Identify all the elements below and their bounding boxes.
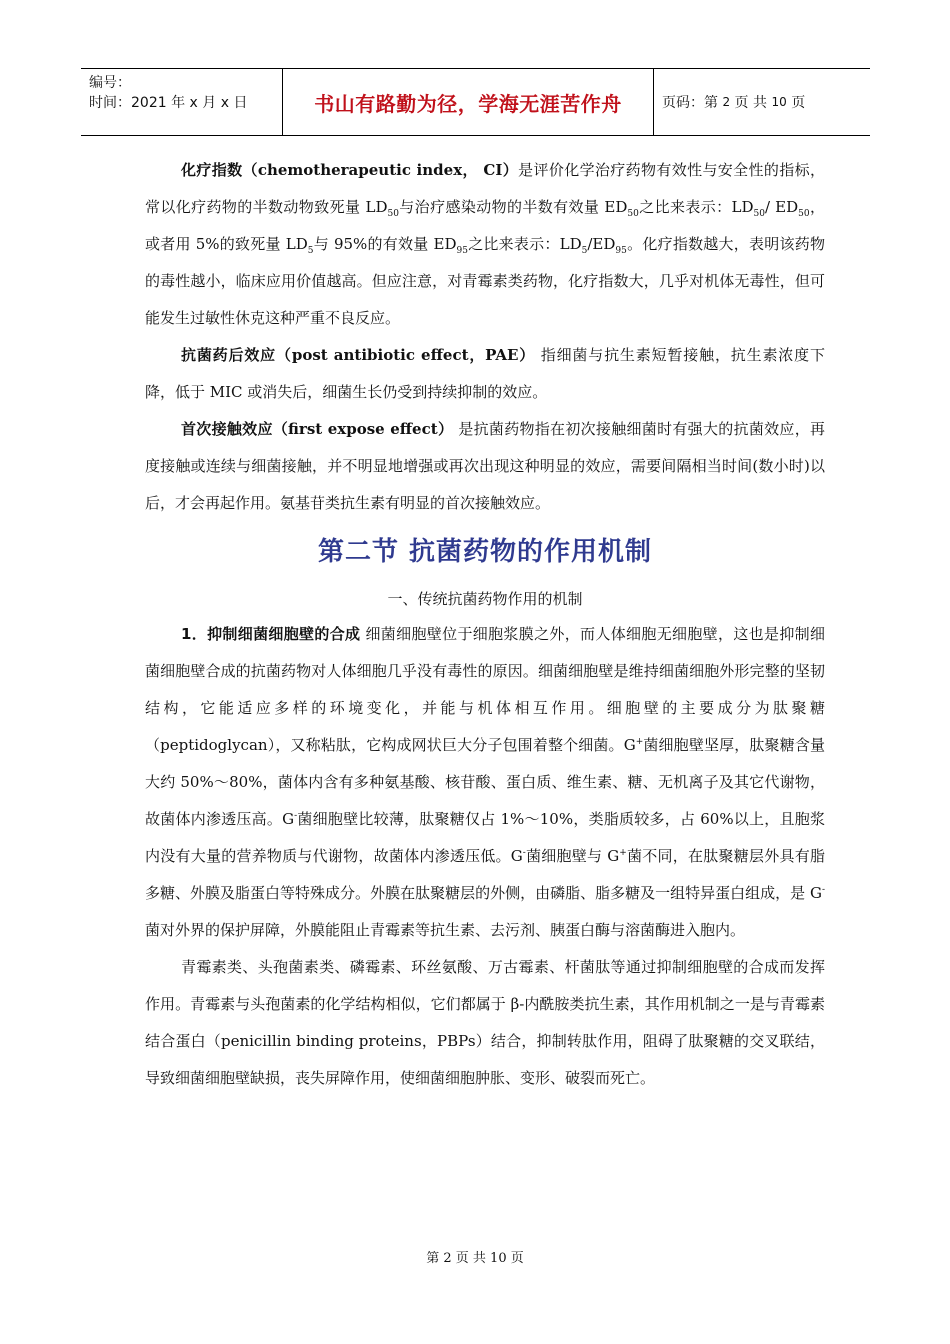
term-en: first expose effect: [288, 420, 438, 438]
term-cn: 首次接触效应（: [181, 420, 289, 438]
subscript: 95: [615, 246, 627, 256]
text-segment: / ED: [764, 198, 799, 216]
page-total: 10: [771, 95, 787, 109]
superscript: -: [294, 811, 298, 821]
text-segment: /ED: [587, 235, 616, 253]
text-segment: 是抗菌药物指在初次接触细菌时有强大的抗菌效应，再度接触或连续与细菌接触，并不明显地增强或再次出现这种明显的效应，需要间隔相当时间(数小时)以后，才会再起作用。氨基苷类抗生素有明显的首次接触效应。: [145, 420, 825, 512]
page-code-prefix: 页码：第: [662, 95, 718, 111]
number-label: 编号：: [89, 75, 131, 91]
text-segment: 之比来表示：LD: [638, 198, 754, 216]
term-en: chemotherapeutic index， CI: [257, 161, 503, 179]
text-segment: 菌细胞壁坚厚，肽聚糖含量大约 50%～80%，菌体内含有多种氨基酸、核苷酸、蛋白质、维生素、糖、无机离子及其它代谢物，故菌体内渗透压高。G: [145, 736, 825, 828]
paragraph-drugs: 青霉素类、头孢菌素类、磷霉素、环丝氨酸、万古霉素、杆菌肽等通过抑制细胞壁的合成而发挥作用。青霉素与头孢菌素的化学结构相似，它们都属于 β-内酰胺类抗生素，其作用机制之一是与青霉素结合蛋白（penicillin binding proteins，PBPs）结合，抑制转肽作用，阻碍了肽聚糖的交叉联结，导致细菌细胞壁缺损，丧失屏障作用，使细菌细胞肿胀、变形、破裂而死亡。: [145, 958, 825, 1087]
section-title: 第二节 抗菌药物的作用机制: [317, 537, 653, 567]
term-close: ）: [502, 161, 519, 179]
text-segment: 之比来表示：LD: [467, 235, 582, 253]
term-cn: 化疗指数（: [181, 161, 258, 179]
text-segment: 细菌细胞壁位于细胞浆膜之外，而人体细胞无细胞壁，这也是抑制细菌细胞壁合成的抗菌药物对人体细胞几乎没有毒性的原因。细菌细胞壁是维持细菌细胞外形完整的坚韧结构，它能适应多样的环境变化，并能与机体相互作用。细胞壁的主要成分为肽聚糖（peptidoglycan），又称粘肽，它构成网状巨大分子包围着整个细菌。G: [145, 625, 825, 754]
subheading: 一、传统抗菌药物作用的机制: [387, 590, 583, 608]
text-segment: 指细菌与抗生素短暂接触，抗生素浓度下降，低于 MIC 或消失后，细菌生长仍受到持续抑制的效应。: [145, 346, 825, 401]
text-segment: ，或者用 5%的致死量 LD: [145, 198, 825, 253]
text-segment: 菌细胞壁与 G: [525, 847, 620, 865]
text-segment: 。化疗指数越大，表明该药物的毒性越小，临床应用价值越高。但应注意，对青霉素类药物，化疗指数大，几乎对机体无毒性，但可能发生过敏性休克这种严重不良反应。: [145, 235, 825, 327]
superscript: -: [522, 848, 526, 858]
text-segment: 菌对外界的保护屏障，外膜能阻止青霉素等抗生素、去污剂、胰蛋白酶与溶菌酶进入胞内。: [145, 921, 746, 939]
header-meta: [81, 69, 282, 135]
subscript: 5: [307, 246, 314, 256]
paragraph-chemotherapeutic-index: [145, 152, 825, 337]
subscript: 5: [581, 246, 588, 256]
subscript: 50: [387, 209, 399, 219]
subscript: 50: [753, 209, 765, 219]
text-segment: 菌不同，在肽聚糖层外具有脂多糖、外膜及脂蛋白等特殊成分。外膜在肽聚糖层的外侧，由磷脂、脂多糖及一组特异蛋白组成，是 G: [145, 847, 825, 902]
term-close: ）: [437, 420, 454, 438]
text-segment: 与 95%的有效量 ED: [313, 235, 457, 253]
term-close: ）: [518, 346, 536, 364]
text-segment: 是评价化学治疗药物有效性与安全性的指标，常以化疗药物的半数动物致死量 LD: [145, 161, 825, 216]
superscript: -: [821, 885, 825, 895]
time-label: 时间：2021 年 x 月 x 日: [89, 95, 248, 111]
document-body: [145, 152, 825, 1097]
paragraph-first-expose-effect: [145, 411, 825, 522]
text-segment: 菌细胞壁比较薄，肽聚糖仅占 1%～10%，类脂质较多，占 60%以上，且胞浆内没有大量的营养物质与代谢物，故菌体内渗透压低。G: [145, 810, 826, 865]
header-page-code: [654, 69, 870, 135]
term-en: post antibiotic effect，PAE: [291, 346, 519, 364]
subscript: 50: [627, 209, 639, 219]
paragraph-cell-wall: [145, 616, 825, 949]
page-mid: 页 共: [734, 95, 767, 111]
header-motto: 书山有路勤为径，学海无涯苦作舟: [282, 69, 654, 135]
subscript: 95: [456, 246, 468, 256]
page-footer: 第 2 页 共 10 页: [426, 1251, 524, 1266]
term-cn: 1．抑制细菌细胞壁的合成: [181, 625, 361, 643]
superscript: +: [619, 848, 627, 858]
page-current: 2: [722, 95, 731, 109]
superscript: +: [635, 737, 644, 747]
page-header: [81, 68, 870, 136]
subscript: 50: [798, 209, 810, 219]
page-suffix: 页: [791, 95, 806, 111]
paragraph-post-antibiotic-effect: [145, 337, 825, 411]
term-cn: 抗菌药后效应（: [181, 346, 292, 364]
text-segment: 与治疗感染动物的半数有效量 ED: [398, 198, 628, 216]
